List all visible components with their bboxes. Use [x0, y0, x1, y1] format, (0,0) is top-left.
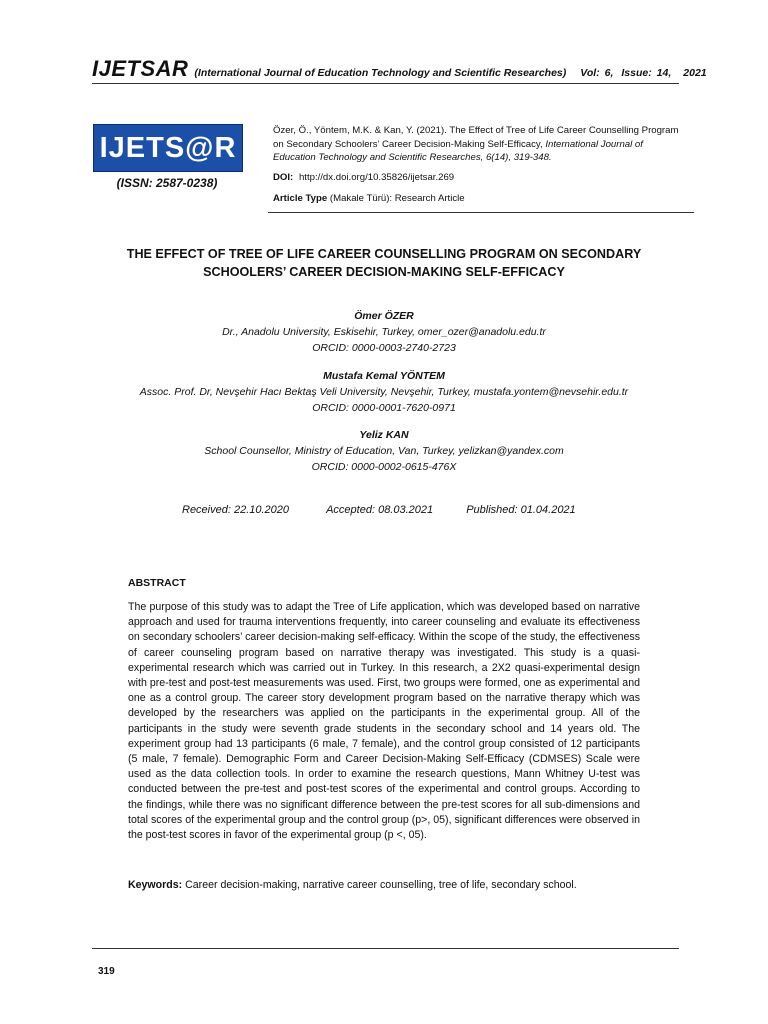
doi-line	[273, 172, 454, 183]
author-orcid: ORCID: 0000-0003-2740-2723	[312, 342, 456, 354]
author-block	[60, 427, 708, 475]
journal-year: 2021	[683, 67, 707, 79]
author-name: Mustafa Kemal YÖNTEM	[323, 370, 445, 382]
accepted-date: Accepted: 08.03.2021	[326, 504, 434, 516]
citation-divider	[268, 212, 694, 213]
published-date: Published: 01.04.2021	[466, 504, 576, 516]
keywords	[128, 879, 648, 891]
title-line: SCHOOLERS’ CAREER DECISION-MAKING SELF-EFFICACY	[203, 265, 565, 279]
header-divider	[92, 83, 679, 84]
paper-title	[100, 245, 668, 281]
journal-volume: Vol: 6,	[580, 67, 614, 79]
journal-header	[92, 56, 707, 82]
author-orcid: ORCID: 0000-0002-0615-476X	[311, 461, 457, 473]
article-type-label: Article Type	[273, 193, 328, 204]
author-orcid: ORCID: 0000-0001-7620-0971	[312, 402, 456, 414]
journal-logo	[93, 124, 243, 172]
issn: (ISSN: 2587-0238)	[116, 176, 218, 190]
title-line: THE EFFECT OF TREE OF LIFE CAREER COUNSELLING PROGRAM ON SECONDARY	[126, 247, 642, 261]
abstract-heading: ABSTRACT	[128, 577, 186, 589]
footer-divider	[92, 948, 679, 949]
logo-text: IJETS@R	[99, 131, 237, 164]
journal-issue: Issue: 14,	[621, 67, 672, 79]
received-date: Received: 22.10.2020	[182, 504, 290, 516]
page-number: 319	[98, 966, 115, 977]
author-block	[60, 368, 708, 416]
citation-journal: International Journal of Education Technology and Scientific Researches, 6(14), 319-348.	[273, 138, 643, 163]
author-name: Yeliz KAN	[359, 429, 409, 441]
author-affiliation: School Counsellor, Ministry of Education, Van, Turkey, yelizkan@yandex.com	[204, 445, 564, 457]
publication-dates	[182, 504, 576, 516]
article-type-value: (Makale Türü): Research Article	[329, 193, 465, 204]
doi-link[interactable]: http://dx.doi.org/10.35826/ijetsar.269	[298, 172, 455, 183]
article-type-line	[273, 193, 465, 204]
author-name: Ömer ÖZER	[354, 310, 414, 322]
journal-full-name: (International Journal of Education Technology and Scientific Researches)	[194, 67, 567, 79]
abstract-body: The purpose of this study was to adapt the Tree of Life application, which was developed based on narrative approach and used for trauma interventions frequently, into career counseling and evaluate its effectiveness on secondary schoolers’ career decision-making self-efficacy. Within the scope of the study, the effectiveness of career counseling program based on narrative therapy was investigated. This study is a quasi-experimental research which was carried out in Turkey. In this research, a 2X2 quasi-experimental design with pre-test and post-test measurements was used. First, two groups were formed, one as experimental and one as a control group. The career story development program based on the narrative therapy which was developed by the researchers was applied on the participants in the experimental group. All of the participants in the study were seventh grade students in the secondary school and 14 years old. The experiment group had 13 participants (6 male, 7 female), and the control group consisted of 12 participants (5 male, 7 female). Demographic Form and Career Decision-Making Self-Efficacy (CDMSES) Scale were used as the data collection tools. In order to examine the research questions, Mann Whitney U-test was conducted between the pre-test and post-test scores of the experimental and control groups. According to the findings, while there was no significant difference between the pre-test scores for all sub-dimensions and total scores of the experimental group and the control group (p>, 05), significant differences were observed in the post-test scores in favor of the experimental group (p <, 05).	[128, 601, 640, 842]
author-affiliation: Dr., Anadolu University, Eskisehir, Turkey, omer_ozer@anadolu.edu.tr	[222, 326, 546, 338]
doi-label: DOI:	[273, 172, 294, 183]
author-block	[60, 308, 708, 356]
keywords-value: Career decision-making, narrative career counselling, tree of life, secondary school.	[185, 879, 577, 891]
keywords-label: Keywords:	[128, 879, 183, 891]
citation-text: Özer, Ö., Yöntem, M.K. & Kan, Y. (2021). The Effect of Tree of Life Career Counselling Program on Secondary Schoolers’ Career Decision-Making Self-Efficacy,	[273, 125, 679, 150]
author-affiliation: Assoc. Prof. Dr, Nevşehir Hacı Bektaş Veli University, Nevşehir, Turkey, mustafa.yontem@nevsehir.edu.tr	[139, 386, 629, 398]
citation	[273, 124, 683, 165]
journal-abbreviation: IJETSAR	[92, 56, 189, 81]
